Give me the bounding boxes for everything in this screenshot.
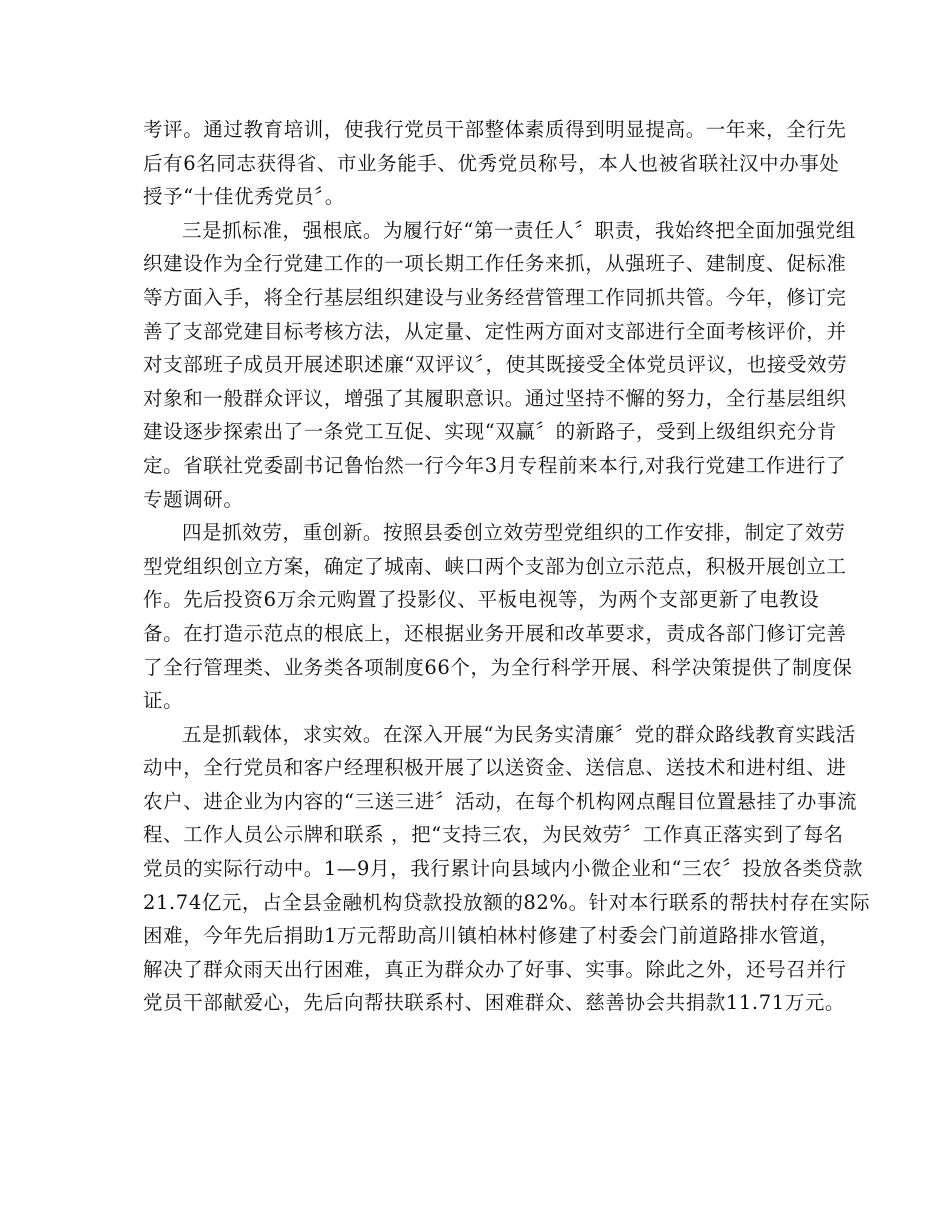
paragraph-line: 四是抓效劳，重创新。按照县委创立效劳型党组织的工作安排，制定了效劳 <box>182 521 846 545</box>
paragraph-line: 备。在打造示范点的根底上，还根据业务开展和改革要求，责成各部门修订完善 <box>143 621 847 645</box>
document-page <box>143 113 871 1020</box>
paragraph-line: 考评。通过教育培训，使我行党员干部整体素质得到明显提高。一年来，全行先 <box>143 118 847 141</box>
paragraph-line: 了全行管理类、业务类各项制度66个，为全行科学开展、科学决策提供了制度保 <box>143 655 853 679</box>
paragraph-line: 后有6名同志获得省、市业务能手、优秀党员称号，本人也被省联社汉中办事处 <box>143 151 840 175</box>
paragraph-line: 定。省联社党委副书记鲁怡然一行今年3月专程前来本行,对我行党建工作进行了 <box>143 453 847 477</box>
paragraph-line: 21.74亿元，占全县金融机构贷款投放额的82%。针对本行联系的帮扶村存在实际 <box>143 890 871 914</box>
paragraph-line: 善了支部党建目标考核方法，从定量、定性两方面对支部进行全面考核评价，并 <box>143 319 847 343</box>
paragraph-line: 等方面入手，将全行基层组织建设与业务经营管理工作同抓共管。今年，修订完 <box>143 285 847 309</box>
paragraph-line: 程、工作人员公示牌和联系 ，把“支持三农，为民效劳〞工作真正落实到了每名 <box>143 823 844 847</box>
paragraph-line: 对支部班子成员开展述职述廉“双评议〞，使其既接受全体党员评议，也接受效劳 <box>143 353 848 377</box>
paragraph-2 <box>143 214 856 516</box>
paragraph-3 <box>143 516 853 718</box>
paragraph-line: 作。先后投资6万余元购置了投影仪、平板电视等，为两个支部更新了电教设 <box>143 588 820 612</box>
paragraph-line: 三是抓标准，强根底。为履行好“第一责任人〞职责，我始终把全面加强党组 <box>182 218 856 242</box>
paragraph-line: 建设逐步探索出了一条党工互促、实现“双赢〞的新路子，受到上级组织充分肯 <box>143 420 837 444</box>
paragraph-line: 农户、进企业为内容的“三送三进〞活动，在每个机构网点醒目位置悬挂了办事流 <box>143 789 858 813</box>
paragraph-line: 授予“十佳优秀党员〞。 <box>143 185 345 209</box>
paragraph-line: 党员干部献爱心，先后向帮扶联系村、困难群众、慈善协会共捐款11.71万元。 <box>143 991 846 1015</box>
paragraph-line: 困难，今年先后捐助1万元帮助高川镇柏林村修建了村委会门前道路排水管道， <box>143 924 840 948</box>
paragraph-line: 型党组织创立方案，确定了城南、峡口两个支部为创立示范点，积极开展创立工 <box>143 554 847 578</box>
paragraph-line: 动中，全行党员和客户经理积极开展了以送资金、送信息、送技术和进村组、进 <box>143 756 847 780</box>
paragraph-line: 对象和一般群众评议，增强了其履职意识。通过坚持不懈的努力，全行基层组织 <box>143 386 847 410</box>
paragraph-line: 织建设作为全行党建工作的一项长期工作任务来抓，从强班子、建制度、促标准 <box>143 252 847 276</box>
paragraph-line: 五是抓载体，求实效。在深入开展“为民务实清廉〞党的群众路线教育实践活 <box>182 722 856 746</box>
paragraph-1 <box>143 113 847 214</box>
paragraph-4 <box>143 718 871 1020</box>
paragraph-line: 解决了群众雨天出行困难，真正为群众办了好事、实事。除此之外，还号召并行 <box>143 957 847 981</box>
paragraph-line: 证。 <box>143 689 184 713</box>
paragraph-line: 专题调研。 <box>143 487 244 511</box>
paragraph-line: 党员的实际行动中。1—9月，我行累计向县域内小微企业和“三农〞投放各类贷款 <box>143 857 863 881</box>
